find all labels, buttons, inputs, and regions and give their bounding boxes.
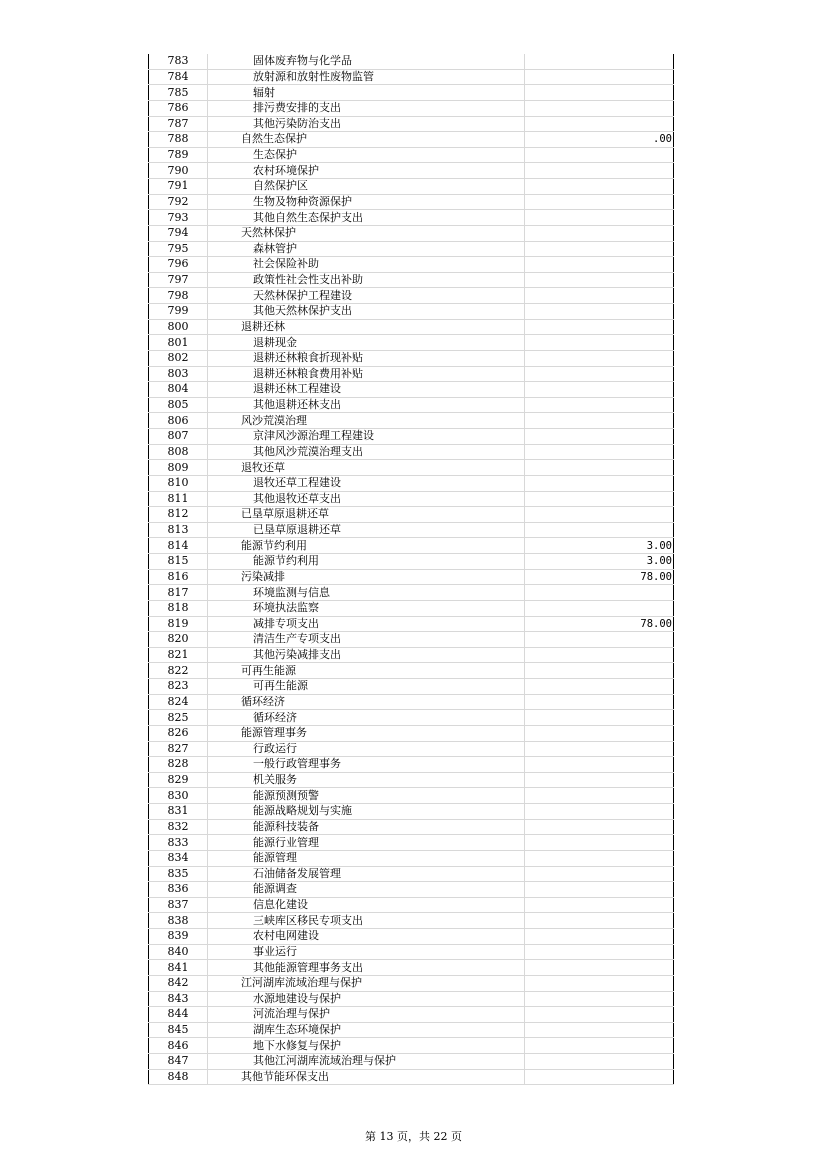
- row-number: 840: [149, 944, 208, 960]
- item-amount: [525, 632, 674, 648]
- table-row: [149, 54, 674, 69]
- table-row: [149, 413, 674, 429]
- table-row: [149, 725, 674, 741]
- item-name: 机关服务: [208, 772, 525, 788]
- item-amount: [525, 788, 674, 804]
- row-number: 805: [149, 397, 208, 413]
- table-row: [149, 1007, 674, 1023]
- item-amount: [525, 694, 674, 710]
- item-name: 农村环境保护: [208, 163, 525, 179]
- row-number: 820: [149, 632, 208, 648]
- item-name: 退牧还草: [208, 460, 525, 476]
- item-name: 能源预测预警: [208, 788, 525, 804]
- row-number: 811: [149, 491, 208, 507]
- item-name: 自然生态保护: [208, 132, 525, 148]
- row-number: 839: [149, 929, 208, 945]
- item-name: 其他节能环保支出: [208, 1069, 525, 1085]
- item-name: 污染减排: [208, 569, 525, 585]
- table-row: [149, 882, 674, 898]
- item-amount: [525, 1007, 674, 1023]
- table-row: [149, 1054, 674, 1070]
- item-name: 三峡库区移民专项支出: [208, 913, 525, 929]
- item-amount: [525, 163, 674, 179]
- item-amount: [525, 444, 674, 460]
- row-number: 838: [149, 913, 208, 929]
- item-amount: [525, 929, 674, 945]
- table-row: [149, 491, 674, 507]
- row-number: 844: [149, 1007, 208, 1023]
- item-name: 农村电网建设: [208, 929, 525, 945]
- item-amount: [525, 944, 674, 960]
- row-number: 804: [149, 382, 208, 398]
- row-number: 846: [149, 1038, 208, 1054]
- row-number: 824: [149, 694, 208, 710]
- item-name: 循环经济: [208, 694, 525, 710]
- table-row: [149, 475, 674, 491]
- item-name: 环境监测与信息: [208, 585, 525, 601]
- row-number: 785: [149, 85, 208, 101]
- table-row: [149, 366, 674, 382]
- row-number: 827: [149, 741, 208, 757]
- table-row: [149, 757, 674, 773]
- table-row: [149, 444, 674, 460]
- row-number: 822: [149, 663, 208, 679]
- table-row: [149, 179, 674, 195]
- item-amount: [525, 882, 674, 898]
- item-name: 一般行政管理事务: [208, 757, 525, 773]
- row-number: 789: [149, 147, 208, 163]
- table-row: [149, 257, 674, 273]
- item-amount: 78.00: [525, 616, 674, 632]
- table-row: [149, 569, 674, 585]
- row-number: 817: [149, 585, 208, 601]
- table-row: [149, 522, 674, 538]
- item-amount: [525, 741, 674, 757]
- row-number: 800: [149, 319, 208, 335]
- table-row: [149, 272, 674, 288]
- item-name: 江河湖库流域治理与保护: [208, 975, 525, 991]
- table-row: [149, 1022, 674, 1038]
- item-amount: [525, 1054, 674, 1070]
- row-number: 787: [149, 116, 208, 132]
- table-row: [149, 554, 674, 570]
- item-name: 环境执法监察: [208, 600, 525, 616]
- item-name: 退耕现金: [208, 335, 525, 351]
- table-row: [149, 147, 674, 163]
- item-name: 天然林保护工程建设: [208, 288, 525, 304]
- item-name: 退耕还林工程建设: [208, 382, 525, 398]
- table-row: [149, 710, 674, 726]
- row-number: 794: [149, 225, 208, 241]
- item-name: 其他天然林保护支出: [208, 304, 525, 320]
- table-row: [149, 960, 674, 976]
- item-amount: [525, 335, 674, 351]
- item-amount: .00: [525, 132, 674, 148]
- row-number: 784: [149, 69, 208, 85]
- row-number: 808: [149, 444, 208, 460]
- table-row: [149, 382, 674, 398]
- row-number: 791: [149, 179, 208, 195]
- item-amount: [525, 116, 674, 132]
- table-row: [149, 913, 674, 929]
- row-number: 831: [149, 804, 208, 820]
- table-row: [149, 694, 674, 710]
- item-name: 森林管护: [208, 241, 525, 257]
- item-name: 已垦草原退耕还草: [208, 522, 525, 538]
- item-amount: [525, 257, 674, 273]
- table-row: [149, 132, 674, 148]
- row-number: 797: [149, 272, 208, 288]
- row-number: 802: [149, 350, 208, 366]
- row-number: 843: [149, 991, 208, 1007]
- row-number: 813: [149, 522, 208, 538]
- item-name: 河流治理与保护: [208, 1007, 525, 1023]
- item-name: 辐射: [208, 85, 525, 101]
- item-name: 可再生能源: [208, 679, 525, 695]
- item-amount: [525, 225, 674, 241]
- table-row: [149, 397, 674, 413]
- row-number: 848: [149, 1069, 208, 1085]
- table-row: [149, 1038, 674, 1054]
- item-amount: [525, 319, 674, 335]
- row-number: 826: [149, 725, 208, 741]
- item-amount: [525, 288, 674, 304]
- item-name: 退牧还草工程建设: [208, 475, 525, 491]
- row-number: 803: [149, 366, 208, 382]
- item-name: 生物及物种资源保护: [208, 194, 525, 210]
- item-name: 能源管理: [208, 850, 525, 866]
- item-amount: [525, 69, 674, 85]
- item-amount: [525, 272, 674, 288]
- item-name: 能源节约利用: [208, 554, 525, 570]
- item-amount: [525, 54, 674, 69]
- item-amount: [525, 772, 674, 788]
- row-number: 819: [149, 616, 208, 632]
- item-name: 可再生能源: [208, 663, 525, 679]
- item-amount: [525, 85, 674, 101]
- table-row: [149, 788, 674, 804]
- table-row: [149, 944, 674, 960]
- table-row: [149, 741, 674, 757]
- item-amount: [525, 647, 674, 663]
- table-row: [149, 85, 674, 101]
- row-number: 833: [149, 835, 208, 851]
- table-row: [149, 210, 674, 226]
- item-name: 能源管理事务: [208, 725, 525, 741]
- table-row: [149, 288, 674, 304]
- item-name: 行政运行: [208, 741, 525, 757]
- table-row: [149, 975, 674, 991]
- item-amount: [525, 725, 674, 741]
- item-name: 减排专项支出: [208, 616, 525, 632]
- item-name: 其他污染防治支出: [208, 116, 525, 132]
- item-name: 其他退牧还草支出: [208, 491, 525, 507]
- table-row: [149, 1069, 674, 1085]
- item-amount: [525, 710, 674, 726]
- item-amount: [525, 100, 674, 116]
- item-amount: [525, 304, 674, 320]
- item-name: 石油储备发展管理: [208, 866, 525, 882]
- row-number: 798: [149, 288, 208, 304]
- table-row: [149, 850, 674, 866]
- item-amount: [525, 1038, 674, 1054]
- item-amount: [525, 507, 674, 523]
- row-number: 815: [149, 554, 208, 570]
- row-number: 786: [149, 100, 208, 116]
- item-amount: [525, 397, 674, 413]
- item-amount: [525, 960, 674, 976]
- table-row: [149, 350, 674, 366]
- item-name: 自然保护区: [208, 179, 525, 195]
- row-number: 818: [149, 600, 208, 616]
- item-amount: [525, 460, 674, 476]
- table-row: [149, 100, 674, 116]
- item-amount: [525, 897, 674, 913]
- table-row: [149, 632, 674, 648]
- row-number: 792: [149, 194, 208, 210]
- table-row: [149, 304, 674, 320]
- item-amount: [525, 804, 674, 820]
- item-name: 风沙荒漠治理: [208, 413, 525, 429]
- item-amount: [525, 757, 674, 773]
- item-amount: [525, 522, 674, 538]
- item-amount: 78.00: [525, 569, 674, 585]
- table-row: [149, 460, 674, 476]
- item-name: 能源战略规划与实施: [208, 804, 525, 820]
- item-name: 退耕还林: [208, 319, 525, 335]
- item-amount: [525, 350, 674, 366]
- table-row: [149, 804, 674, 820]
- item-amount: [525, 1022, 674, 1038]
- item-amount: [525, 210, 674, 226]
- item-name: 退耕还林粮食折现补贴: [208, 350, 525, 366]
- item-amount: [525, 429, 674, 445]
- item-name: 生态保护: [208, 147, 525, 163]
- row-number: 847: [149, 1054, 208, 1070]
- item-amount: [525, 663, 674, 679]
- item-name: 其他污染减排支出: [208, 647, 525, 663]
- row-number: 783: [149, 54, 208, 69]
- table-row: [149, 319, 674, 335]
- item-name: 固体废弃物与化学品: [208, 54, 525, 69]
- item-name: 信息化建设: [208, 897, 525, 913]
- table-row: [149, 69, 674, 85]
- row-number: 842: [149, 975, 208, 991]
- item-name: 循环经济: [208, 710, 525, 726]
- row-number: 837: [149, 897, 208, 913]
- table-row: [149, 772, 674, 788]
- item-amount: 3.00: [525, 538, 674, 554]
- row-number: 793: [149, 210, 208, 226]
- table-row: [149, 163, 674, 179]
- item-amount: [525, 179, 674, 195]
- table-row: [149, 835, 674, 851]
- item-amount: [525, 600, 674, 616]
- item-name: 政策性社会性支出补助: [208, 272, 525, 288]
- row-number: 807: [149, 429, 208, 445]
- row-number: 828: [149, 757, 208, 773]
- item-amount: [525, 475, 674, 491]
- table-row: [149, 991, 674, 1007]
- item-name: 其他自然生态保护支出: [208, 210, 525, 226]
- table-row: [149, 616, 674, 632]
- table-row: [149, 429, 674, 445]
- row-number: 795: [149, 241, 208, 257]
- row-number: 834: [149, 850, 208, 866]
- item-amount: [525, 913, 674, 929]
- row-number: 835: [149, 866, 208, 882]
- table-row: [149, 225, 674, 241]
- item-name: 能源节约利用: [208, 538, 525, 554]
- item-amount: [525, 147, 674, 163]
- item-amount: [525, 819, 674, 835]
- item-name: 放射源和放射性废物监管: [208, 69, 525, 85]
- table-row: [149, 585, 674, 601]
- budget-table: [148, 54, 674, 1085]
- item-amount: [525, 491, 674, 507]
- item-amount: [525, 366, 674, 382]
- page-footer: 第 13 页，共 22 页: [365, 1130, 462, 1143]
- row-number: 788: [149, 132, 208, 148]
- item-name: 其他能源管理事务支出: [208, 960, 525, 976]
- row-number: 825: [149, 710, 208, 726]
- row-number: 814: [149, 538, 208, 554]
- item-amount: [525, 835, 674, 851]
- table-row: [149, 679, 674, 695]
- row-number: 810: [149, 475, 208, 491]
- item-amount: [525, 679, 674, 695]
- table-row: [149, 241, 674, 257]
- item-amount: [525, 850, 674, 866]
- item-name: 能源科技装备: [208, 819, 525, 835]
- row-number: 816: [149, 569, 208, 585]
- row-number: 796: [149, 257, 208, 273]
- table-row: [149, 897, 674, 913]
- row-number: 829: [149, 772, 208, 788]
- row-number: 809: [149, 460, 208, 476]
- table-row: [149, 647, 674, 663]
- item-name: 社会保险补助: [208, 257, 525, 273]
- table-row: [149, 538, 674, 554]
- item-name: 其他江河湖库流域治理与保护: [208, 1054, 525, 1070]
- item-name: 退耕还林粮食费用补贴: [208, 366, 525, 382]
- item-name: 天然林保护: [208, 225, 525, 241]
- item-name: 其他风沙荒漠治理支出: [208, 444, 525, 460]
- item-amount: [525, 413, 674, 429]
- item-amount: 3.00: [525, 554, 674, 570]
- item-amount: [525, 382, 674, 398]
- row-number: 821: [149, 647, 208, 663]
- row-number: 823: [149, 679, 208, 695]
- item-amount: [525, 194, 674, 210]
- row-number: 799: [149, 304, 208, 320]
- table-row: [149, 663, 674, 679]
- item-name: 能源调查: [208, 882, 525, 898]
- table-row: [149, 600, 674, 616]
- row-number: 812: [149, 507, 208, 523]
- item-name: 水源地建设与保护: [208, 991, 525, 1007]
- item-amount: [525, 991, 674, 1007]
- item-name: 排污费安排的支出: [208, 100, 525, 116]
- row-number: 832: [149, 819, 208, 835]
- row-number: 845: [149, 1022, 208, 1038]
- table-row: [149, 507, 674, 523]
- item-amount: [525, 241, 674, 257]
- item-amount: [525, 585, 674, 601]
- row-number: 790: [149, 163, 208, 179]
- item-name: 地下水修复与保护: [208, 1038, 525, 1054]
- row-number: 806: [149, 413, 208, 429]
- table-body: [149, 54, 674, 1085]
- item-name: 其他退耕还林支出: [208, 397, 525, 413]
- table-row: [149, 116, 674, 132]
- item-name: 已垦草原退耕还草: [208, 507, 525, 523]
- table-row: [149, 866, 674, 882]
- row-number: 841: [149, 960, 208, 976]
- table-row: [149, 194, 674, 210]
- item-name: 京津风沙源治理工程建设: [208, 429, 525, 445]
- table-row: [149, 929, 674, 945]
- table-row: [149, 819, 674, 835]
- item-amount: [525, 975, 674, 991]
- item-amount: [525, 866, 674, 882]
- item-name: 湖库生态环境保护: [208, 1022, 525, 1038]
- item-name: 事业运行: [208, 944, 525, 960]
- table-row: [149, 335, 674, 351]
- item-amount: [525, 1069, 674, 1085]
- item-name: 能源行业管理: [208, 835, 525, 851]
- row-number: 836: [149, 882, 208, 898]
- item-name: 清洁生产专项支出: [208, 632, 525, 648]
- row-number: 801: [149, 335, 208, 351]
- row-number: 830: [149, 788, 208, 804]
